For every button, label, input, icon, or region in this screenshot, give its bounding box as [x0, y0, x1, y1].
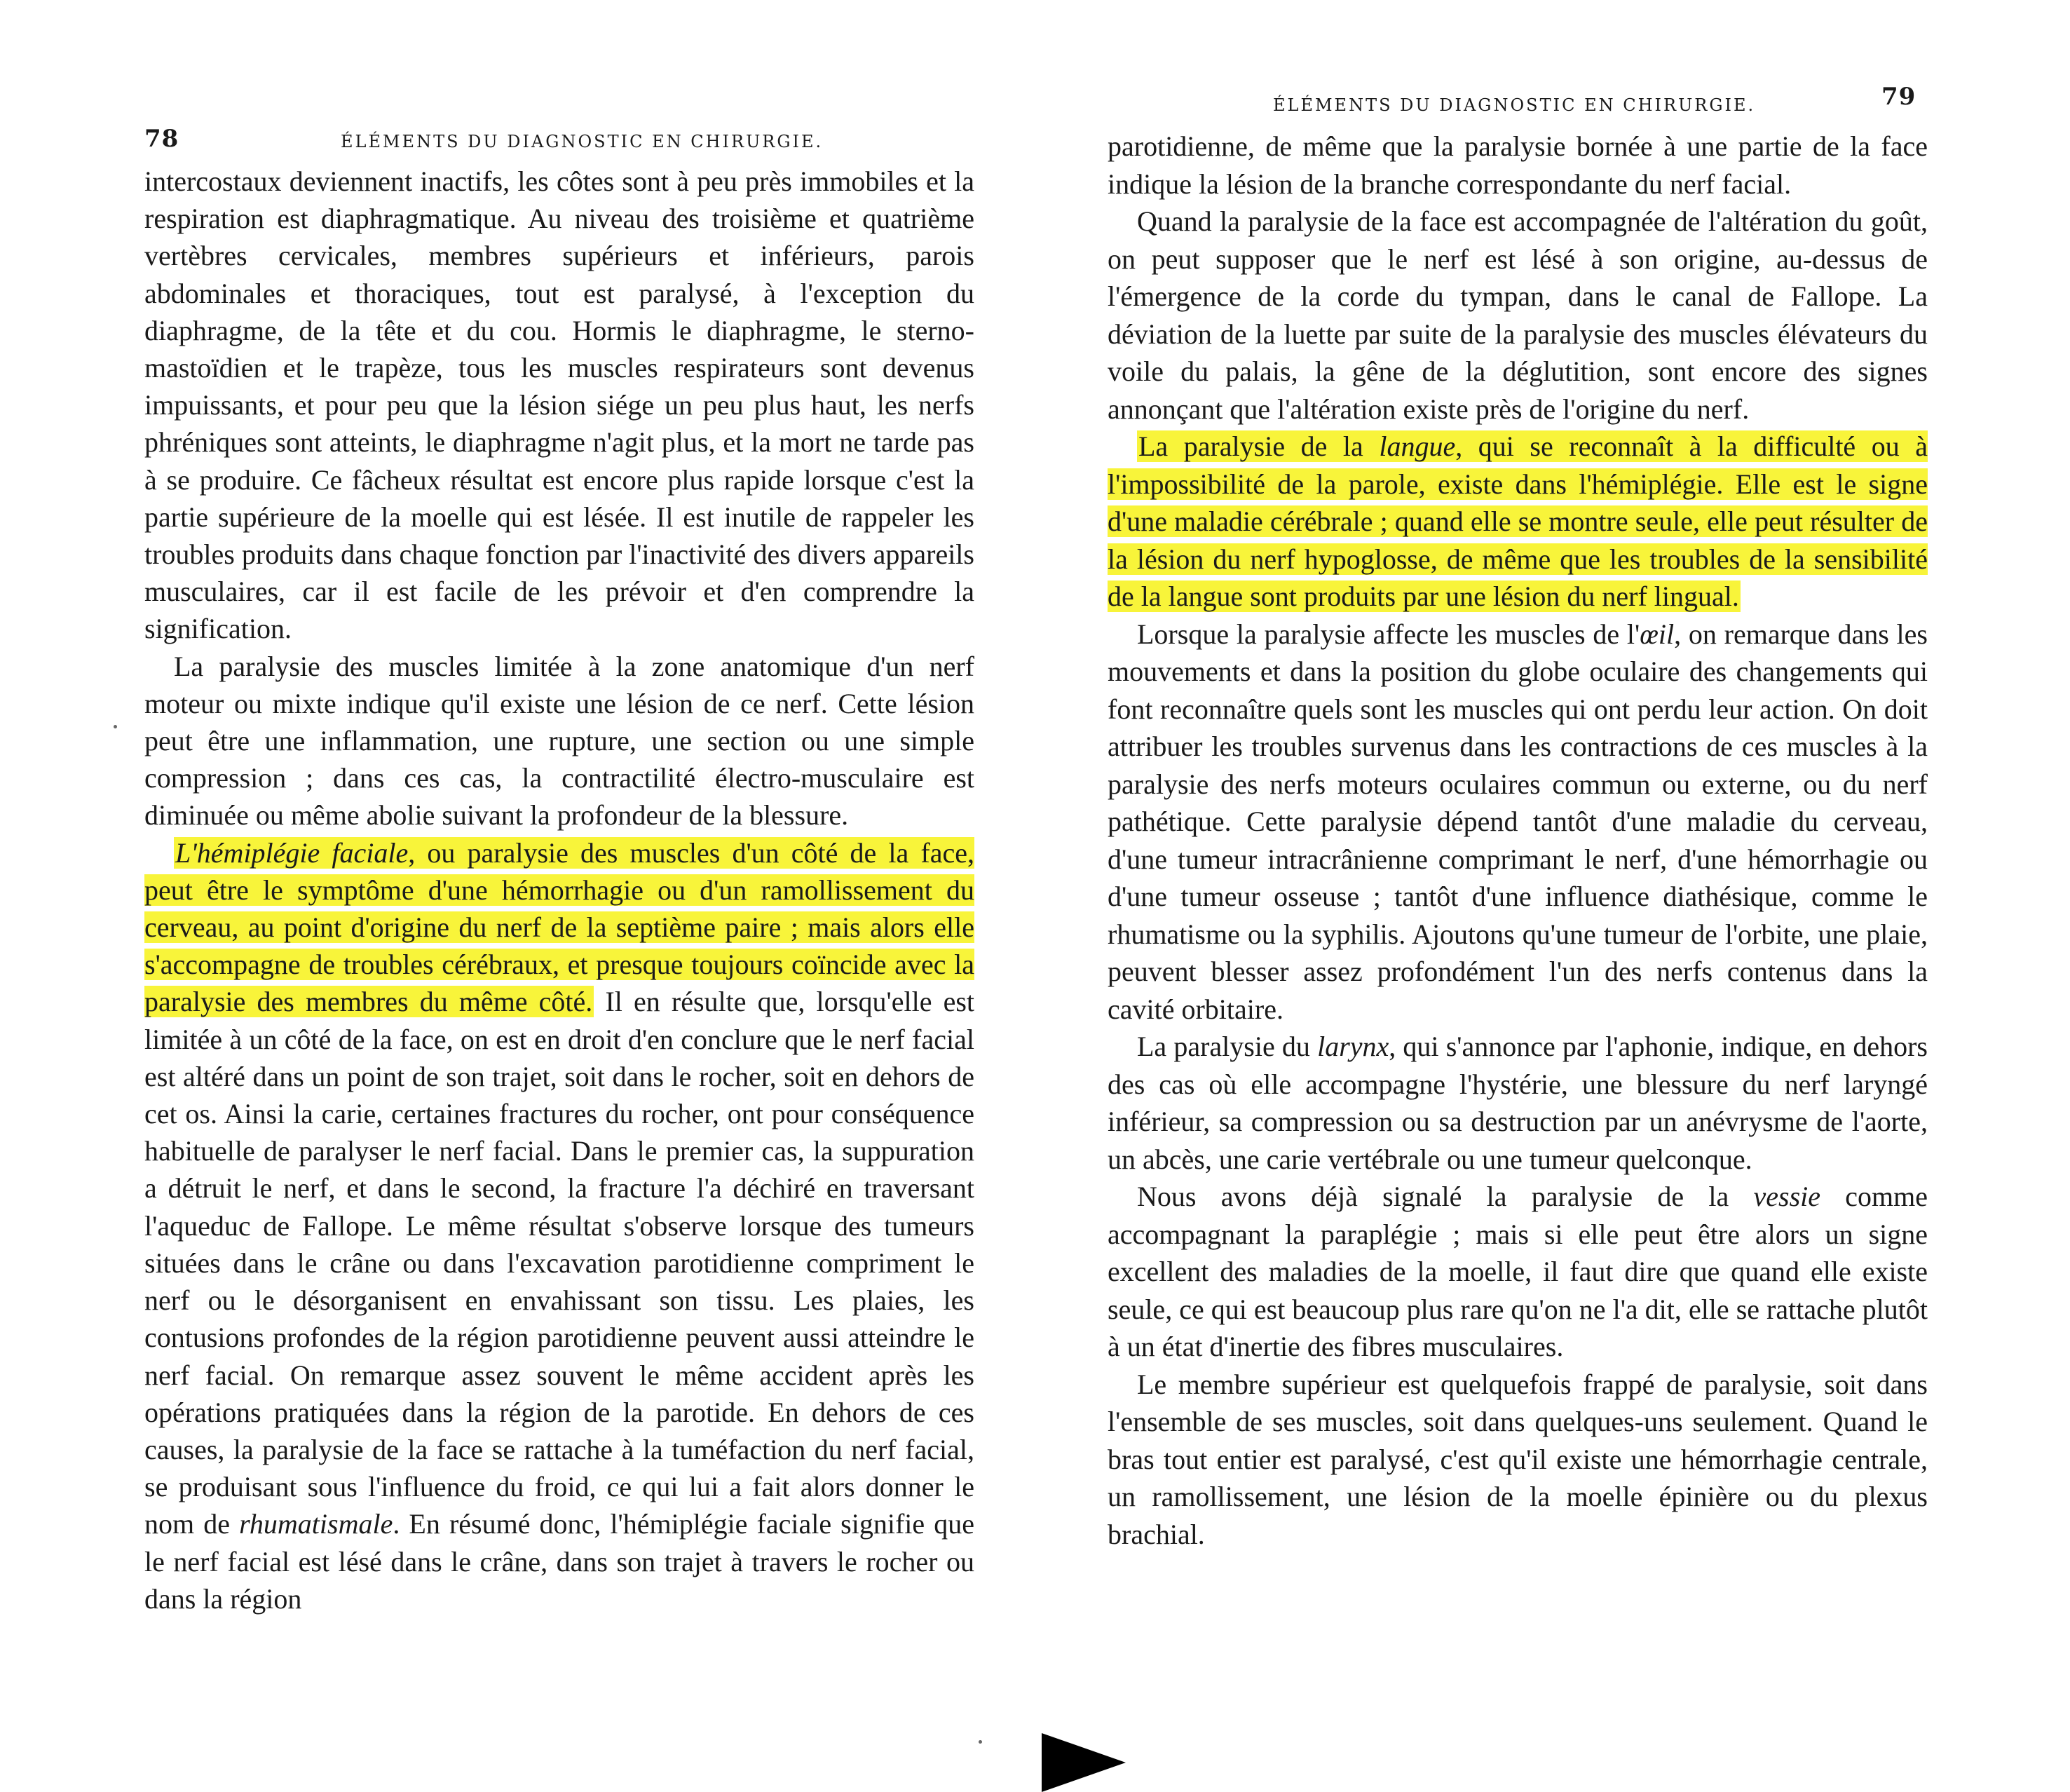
- highlight-text: La paralysie de la: [1138, 430, 1380, 462]
- paragraph: [1108, 1178, 1928, 1366]
- paragraph-text: Nous avons déjà signalé la paralysie de la: [1137, 1181, 1754, 1212]
- paragraph: Quand la paralysie de la face est accompagnée de l'altération du goût, on peut supposer que le nerf est lésé à son origine, au-dessus de l'émergence de la corde du tympan, dans le canal de Fallope. La déviation de la luette par suite de la paralysie des muscles élévateurs du voile du palais, la gêne de la déglutition, sont encore des signes annonçant que l'altération existe près de l'origine du nerf.: [1108, 205, 1928, 425]
- paragraph-text: Il en résulte que, lorsqu'elle est limitée à un côté de la face, on est en droit d'en conclure que le nerf facial est altéré dans un point de son trajet, soit dans le rocher, soit en dehors de cet os. Ainsi la carie, certaines fractures du rocher, ont pour conséquence habituelle de paralyser le nerf facial. Dans le premier cas, la suppuration a détruit le nerf, et dans le second, la fracture l'a déchiré en traversant l'aqueduc de Fallope. Le même résultat s'observe lorsque des tumeurs situées dans le crâne ou dans l'excavation parotidienne compriment le nerf ou le désorganisent en envahissant son tissu. Les plaies, les contusions profondes de la région parotidienne peuvent aussi atteindre le nerf facial. On remarque assez souvent le même accident après les opérations pratiquées dans la région de la parotide. En dehors de ces causes, la paralysie de la face se rattache à la tuméfaction du nerf facial, se produisant sous l'influence du froid, ce qui lui a fait alors donner le nom de: [144, 986, 975, 1540]
- emphasis: rhumatismale: [239, 1508, 393, 1540]
- emphasis: langue: [1379, 430, 1456, 462]
- highlighted-passage: [1108, 430, 1928, 612]
- paragraph-text: , qui s'annonce par l'aphonie, indique, en dehors des cas où elle accompagne l'hystérie, une blessure du nerf laryngé inférieur, sa compression ou sa destruction par un anévrysme de l'aorte, un abcès, une carie vertébrale ou une tumeur quelconque.: [1108, 1031, 1928, 1175]
- page-corner-triangle: [1042, 1733, 1126, 1792]
- paragraph: [1108, 616, 1928, 1029]
- right-page: [1035, 0, 2070, 1792]
- paragraph: [1108, 1028, 1928, 1178]
- ink-speck: [114, 725, 117, 728]
- highlight-text: , qui se reconnaît à la difficulté ou à l'impossibilité de la parole, existe dans l'hémiplégie. Elle est le signe d'une maladie cérébrale ; quand elle se montre seule, elle peut résulter de la lésion du nerf hypoglosse, de même que les troubles de la sensibilité de la langue sont produits par une lésion du nerf lingual.: [1108, 430, 1928, 612]
- emphasis: larynx: [1317, 1031, 1389, 1062]
- emphasis: vessie: [1753, 1181, 1821, 1212]
- paragraph-text: , on remarque dans les mouvements et dans la position du globe oculaire des changements qui font reconnaître quels sont les muscles qui ont perdu leur action. On doit attribuer les troubles survenus dans les contractions de ces muscles à la paralysie des nerfs moteurs oculaires commun ou externe, ou du nerf pathétique. Cette paralysie dépend tantôt d'une maladie du cerveau, d'une tumeur intracrânienne comprimant le nerf, d'une hémorrhagie ou d'une tumeur osseuse ; tantôt d'une influence diathésique, comme le rhumatisme ou la syphilis. Ajoutons qu'une tumeur de l'orbite, une plaie, peuvent blesser assez profondément l'un des nerfs contenus dans la cavité orbitaire.: [1108, 618, 1928, 1025]
- running-head: ÉLÉMENTS DU DIAGNOSTIC EN CHIRURGIE.: [341, 132, 824, 151]
- paragraph: intercostaux deviennent inactifs, les côtes sont à peu près immobiles et la respiration est diaphragmatique. Au niveau des troisième et quatrième vertèbres cervicales, membres supérieurs et inférieurs, parois abdominales et thoraciques, tout est paralysé, à l'exception du diaphragme, de la tête et du cou. Hormis le diaphragme, le sterno-mastoïdien et le trapèze, tous les muscles respirateurs sont devenus impuissants, et pour peu que la lésion siége un peu plus haut, les nerfs phréniques sont atteints, le diaphragme n'agit plus, et la mort ne tarde pas à se produire. Ce fâcheux résultat est encore plus rapide lorsque c'est la partie supérieure de la moelle qui est lésée. Il est inutile de rappeler les troubles produits dans chaque fonction par l'inactivité des divers appareils musculaires, car il est facile de les prévoir et d'en comprendre la signification.: [144, 165, 974, 645]
- paragraph: parotidienne, de même que la paralysie bornée à une partie de la face indique la lésion de la branche correspondante du nerf facial.: [1108, 130, 1928, 200]
- paragraph: [1108, 428, 1928, 616]
- paragraph-text: . En résumé donc, l'hémiplégie faciale signifie que le nerf facial est lésé dans le crâne, dans son trajet à travers le rocher ou dans la région: [144, 1508, 975, 1615]
- paragraph: [144, 834, 974, 1617]
- emphasis: L'hémiplégie faciale: [175, 836, 409, 869]
- paragraph-text: La paralysie du: [1137, 1031, 1318, 1062]
- running-head: ÉLÉMENTS DU DIAGNOSTIC EN CHIRURGIE.: [1273, 95, 1756, 115]
- ink-speck: [979, 1740, 982, 1744]
- page-number: 78: [144, 125, 179, 153]
- paragraph: La paralysie des muscles limitée à la zone anatomique d'un nerf moteur ou mixte indique qu'il existe une lésion de ce nerf. Cette lésion peut être une inflammation, une rupture, une section ou une simple compression ; dans ces cas, la contractilité électro-musculaire est diminuée ou même abolie suivant la profondeur de la blessure.: [144, 650, 974, 831]
- paragraph-text: Lorsque la paralysie affecte les muscles de l': [1137, 618, 1640, 650]
- text-column: [1108, 128, 1928, 1553]
- emphasis: œil: [1640, 618, 1675, 650]
- text-column: [144, 163, 974, 1617]
- paragraph: Le membre supérieur est quelquefois frappé de paralysie, soit dans l'ensemble de ses muscles, soit dans quelques-uns seulement. Quand le bras tout entier est paralysé, c'est qu'il existe une hémorrhagie centrale, un ramollissement, une lésion de la moelle épinière ou du plexus brachial.: [1108, 1368, 1928, 1550]
- paragraph-text: comme accompagnant la paraplégie ; mais si elle peut être alors un signe excellent des maladies de la moelle, il faut dire que quand elle existe seule, ce qui est beaucoup plus rare qu'on ne l'a dit, elle se rattache plutôt à un état d'inertie des fibres musculaires.: [1108, 1181, 1928, 1362]
- highlight-text: , ou paralysie des muscles d'un côté de la face, peut être le symptôme d'une hémorrhagie ou d'un ramollissement du cerveau, au point d'origine du nerf de la septième paire ; mais alors elle s'accompagne de troubles cérébraux, et presque toujours coïncide avec la paralysie des membres du même côté.: [144, 836, 974, 1018]
- page-number: 79: [1881, 83, 1916, 111]
